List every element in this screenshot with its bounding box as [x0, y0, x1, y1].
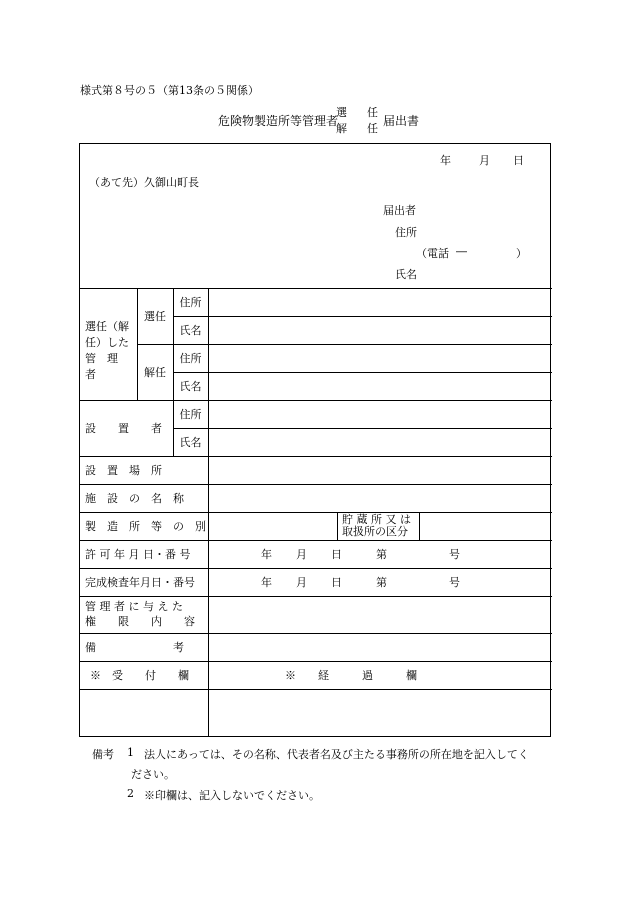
inspection-day: 日 — [331, 576, 342, 589]
reception-label: ※ 受 付 欄 — [90, 669, 189, 682]
form-table — [79, 143, 551, 737]
dismissed-name-label: 氏名 — [179, 380, 202, 393]
appointed-address-label: 住所 — [179, 296, 202, 309]
authority-label — [85, 599, 195, 629]
title-option-appoint: 選任 — [336, 106, 398, 119]
note-2-text: ※印欄は、記入しないでください。 — [144, 789, 320, 802]
dismissed-address-label: 住所 — [179, 352, 202, 365]
appointed-label: 選任 — [144, 310, 166, 323]
permit-dai: 第 — [376, 548, 387, 561]
note-1-text: 法人にあっては、その名称、代表者名及び主たる事務所の所在地を記入してく — [144, 748, 529, 761]
phone-dash: ― — [456, 245, 467, 258]
note-2-number: 2 — [127, 787, 134, 800]
authority-label-line-2: 権 限 内 容 — [85, 615, 195, 628]
row-divider — [80, 689, 552, 690]
location-label: 設 置 場 所 — [85, 464, 162, 477]
phone-label: （電話 — [416, 247, 449, 260]
inspection-go: 号 — [449, 576, 460, 589]
title-main: 危険物製造所等管理者 — [218, 114, 339, 128]
row-divider — [173, 372, 552, 373]
row-divider — [173, 316, 552, 317]
remarks-label: 備 考 — [85, 641, 184, 654]
manager-group-line-1: 選任（解 — [85, 320, 129, 333]
column-divider — [208, 288, 209, 737]
addressee: （あて先）久御山町長 — [89, 176, 199, 189]
date-day: 日 — [513, 154, 524, 167]
storage-label-line-1: 貯 蔵 所 又 は — [342, 513, 411, 526]
permit-year: 年 — [261, 548, 272, 561]
title-suffix: 届出書 — [383, 114, 420, 128]
permit-go: 号 — [449, 548, 460, 561]
name-label: 氏名 — [395, 268, 417, 281]
address-label: 住所 — [395, 226, 417, 239]
authority-label-line-1: 管 理 者 に 与 え た — [85, 600, 183, 613]
row-divider — [80, 596, 552, 597]
column-divider — [419, 512, 420, 540]
installer-label: 設 置 者 — [85, 422, 162, 435]
phone-close: ） — [516, 247, 527, 260]
inspection-label: 完成検査年月日・番号 — [85, 576, 195, 589]
facility-name-label: 施 設 の 名 称 — [85, 492, 184, 505]
installer-name-label: 氏名 — [179, 436, 202, 449]
inspection-year: 年 — [261, 576, 272, 589]
facility-type-label: 製 造 所 等 の 別 — [85, 520, 206, 533]
manager-group-label — [85, 319, 133, 383]
permit-label: 許 可 年 月 日・番 号 — [85, 548, 191, 561]
appointed-name-label: 氏名 — [179, 324, 202, 337]
inspection-month: 月 — [296, 576, 307, 589]
row-divider — [173, 428, 552, 429]
note-1-continuation: ださい。 — [131, 768, 175, 781]
permit-day: 日 — [331, 548, 342, 561]
permit-month: 月 — [296, 548, 307, 561]
title-option-dismiss: 解任 — [336, 122, 398, 135]
storage-category-label — [342, 514, 411, 538]
progress-label: ※ 経 過 欄 — [285, 669, 417, 682]
notifier-label: 届出者 — [383, 204, 416, 217]
form-number: 様式第８号の５（第13条の５関係） — [80, 84, 259, 97]
date-year: 年 — [440, 154, 451, 167]
notes-heading: 備考 — [92, 748, 114, 761]
dismissed-label: 解任 — [144, 366, 166, 379]
note-1-number: 1 — [127, 746, 134, 759]
storage-label-line-2: 取扱所の区分 — [342, 525, 408, 538]
date-month: 月 — [479, 154, 490, 167]
inspection-dai: 第 — [376, 576, 387, 589]
installer-address-label: 住所 — [179, 408, 202, 421]
manager-group-line-2: 任）した — [85, 336, 129, 349]
manager-group-line-3: 管 理 者 — [85, 352, 129, 381]
column-divider — [337, 512, 338, 540]
